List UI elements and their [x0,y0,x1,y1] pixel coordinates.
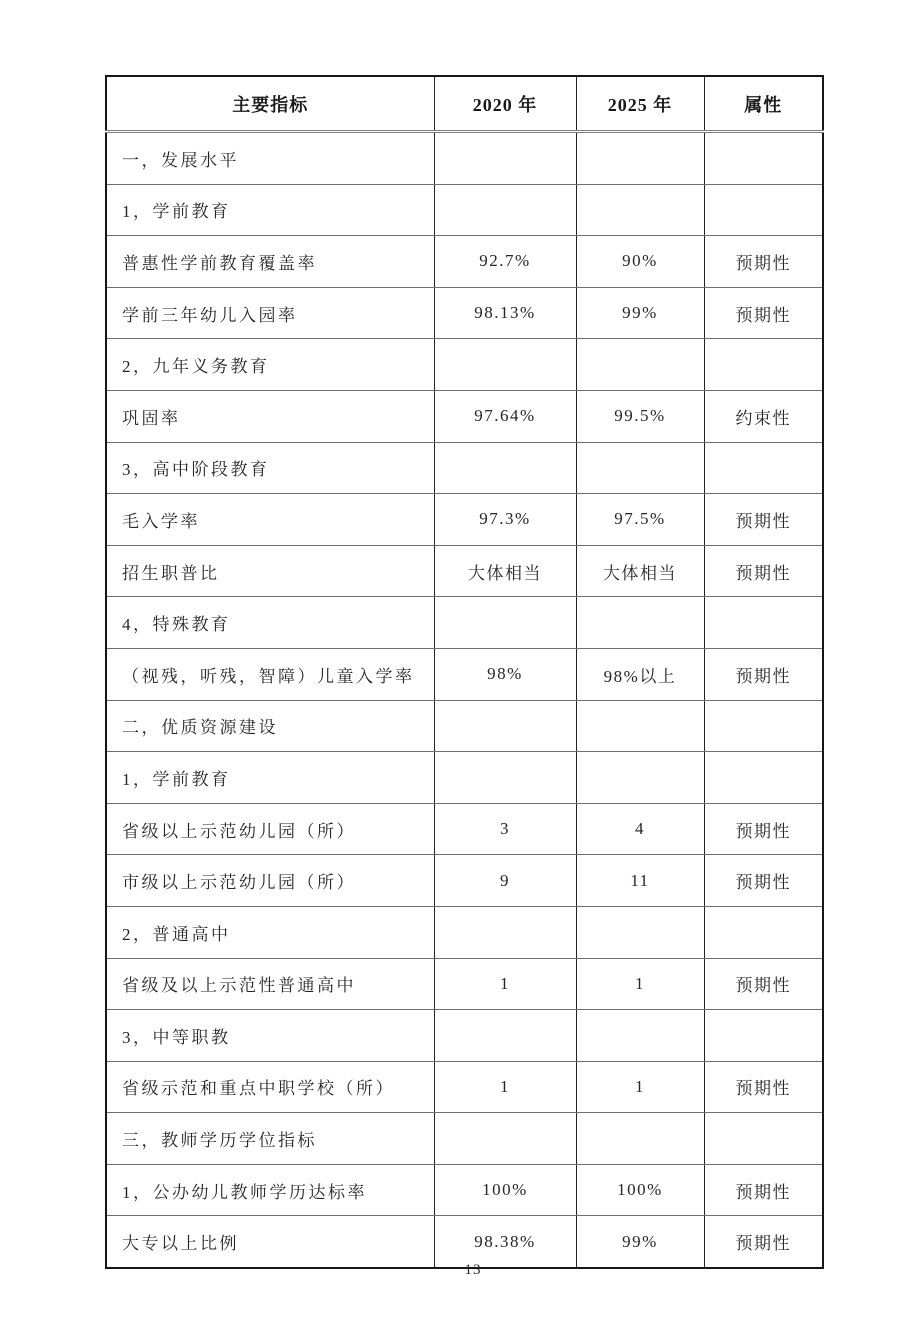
table-row [106,1061,823,1113]
value-2025-cell: 大体相当 [576,545,704,597]
indicator-cell: 4，特殊教育 [106,597,434,649]
header-2025: 2025 年 [576,76,704,132]
attribute-cell [704,906,823,958]
table-row [106,648,823,700]
table-row [106,1113,823,1165]
value-2025-cell [576,184,704,236]
value-2020-cell: 大体相当 [434,545,576,597]
value-2020-cell: 1 [434,1061,576,1113]
indicator-cell: 三，教师学历学位指标 [106,1113,434,1165]
value-2020-cell [434,132,576,185]
value-2020-cell: 92.7% [434,236,576,288]
table-row [106,1164,823,1216]
indicator-cell: 一，发展水平 [106,132,434,185]
indicator-cell: 省级示范和重点中职学校（所） [106,1061,434,1113]
table-row [106,442,823,494]
indicator-cell: 二，优质资源建设 [106,700,434,752]
table-row [106,700,823,752]
table-row [106,236,823,288]
indicator-cell: 1，学前教育 [106,752,434,804]
value-2025-cell [576,752,704,804]
value-2025-cell [576,132,704,185]
indicator-cell: 招生职普比 [106,545,434,597]
attribute-cell: 预期性 [704,1061,823,1113]
value-2020-cell: 98% [434,648,576,700]
table-header-row [106,76,823,132]
indicator-cell: 普惠性学前教育覆盖率 [106,236,434,288]
attribute-cell: 预期性 [704,958,823,1010]
attribute-cell: 预期性 [704,803,823,855]
value-2020-cell [434,184,576,236]
indicator-cell: 1，公办幼儿教师学历达标率 [106,1164,434,1216]
indicator-cell: 毛入学率 [106,494,434,546]
indicator-cell: 省级以上示范幼儿园（所） [106,803,434,855]
value-2020-cell [434,597,576,649]
attribute-cell: 约束性 [704,390,823,442]
table-row [106,390,823,442]
table-row [106,184,823,236]
value-2020-cell: 97.3% [434,494,576,546]
indicator-cell: 3，高中阶段教育 [106,442,434,494]
indicator-cell: 2，九年义务教育 [106,339,434,391]
indicator-cell: 大专以上比例 [106,1216,434,1268]
table-row [106,132,823,185]
table-row [106,752,823,804]
attribute-cell: 预期性 [704,545,823,597]
indicator-cell: （视残，听残，智障）儿童入学率 [106,648,434,700]
value-2025-cell: 1 [576,958,704,1010]
value-2020-cell [434,339,576,391]
attribute-cell [704,700,823,752]
indicators-table [105,75,824,1269]
value-2020-cell: 98.13% [434,287,576,339]
value-2025-cell: 99% [576,287,704,339]
value-2020-cell: 98.38% [434,1216,576,1268]
indicator-cell: 2，普通高中 [106,906,434,958]
attribute-cell [704,597,823,649]
indicator-cell: 3，中等职教 [106,1010,434,1062]
header-attribute: 属性 [704,76,823,132]
value-2020-cell [434,1010,576,1062]
value-2020-cell [434,700,576,752]
attribute-cell [704,132,823,185]
page-number: 13 [464,1262,482,1278]
attribute-cell: 预期性 [704,1164,823,1216]
value-2020-cell: 9 [434,855,576,907]
table-row [106,494,823,546]
value-2025-cell: 1 [576,1061,704,1113]
attribute-cell: 预期性 [704,494,823,546]
attribute-cell: 预期性 [704,855,823,907]
table-row [106,906,823,958]
value-2020-cell [434,906,576,958]
attribute-cell [704,339,823,391]
attribute-cell [704,184,823,236]
value-2020-cell [434,1113,576,1165]
table-row [106,1216,823,1268]
value-2025-cell [576,597,704,649]
value-2025-cell: 90% [576,236,704,288]
attribute-cell [704,1113,823,1165]
value-2025-cell [576,339,704,391]
value-2025-cell: 4 [576,803,704,855]
value-2025-cell: 97.5% [576,494,704,546]
attribute-cell: 预期性 [704,236,823,288]
value-2025-cell: 99.5% [576,390,704,442]
indicator-cell: 市级以上示范幼儿园（所） [106,855,434,907]
value-2020-cell: 3 [434,803,576,855]
table-row [106,545,823,597]
value-2025-cell [576,1113,704,1165]
table-row [106,287,823,339]
attribute-cell: 预期性 [704,648,823,700]
table-row [106,958,823,1010]
table-row [106,1010,823,1062]
value-2025-cell [576,700,704,752]
value-2020-cell: 97.64% [434,390,576,442]
value-2020-cell: 1 [434,958,576,1010]
value-2025-cell [576,906,704,958]
indicator-cell: 学前三年幼儿入园率 [106,287,434,339]
value-2020-cell [434,442,576,494]
attribute-cell [704,1010,823,1062]
value-2025-cell [576,442,704,494]
value-2025-cell: 11 [576,855,704,907]
header-2020: 2020 年 [434,76,576,132]
table-row [106,339,823,391]
table-row [106,855,823,907]
value-2025-cell: 100% [576,1164,704,1216]
value-2020-cell: 100% [434,1164,576,1216]
value-2025-cell [576,1010,704,1062]
attribute-cell [704,442,823,494]
table-row [106,803,823,855]
attribute-cell: 预期性 [704,1216,823,1268]
indicator-cell: 1，学前教育 [106,184,434,236]
indicator-cell: 巩固率 [106,390,434,442]
value-2025-cell: 98%以上 [576,648,704,700]
value-2025-cell: 99% [576,1216,704,1268]
attribute-cell [704,752,823,804]
indicator-cell: 省级及以上示范性普通高中 [106,958,434,1010]
table-row [106,597,823,649]
attribute-cell: 预期性 [704,287,823,339]
value-2020-cell [434,752,576,804]
header-indicator: 主要指标 [106,76,434,132]
